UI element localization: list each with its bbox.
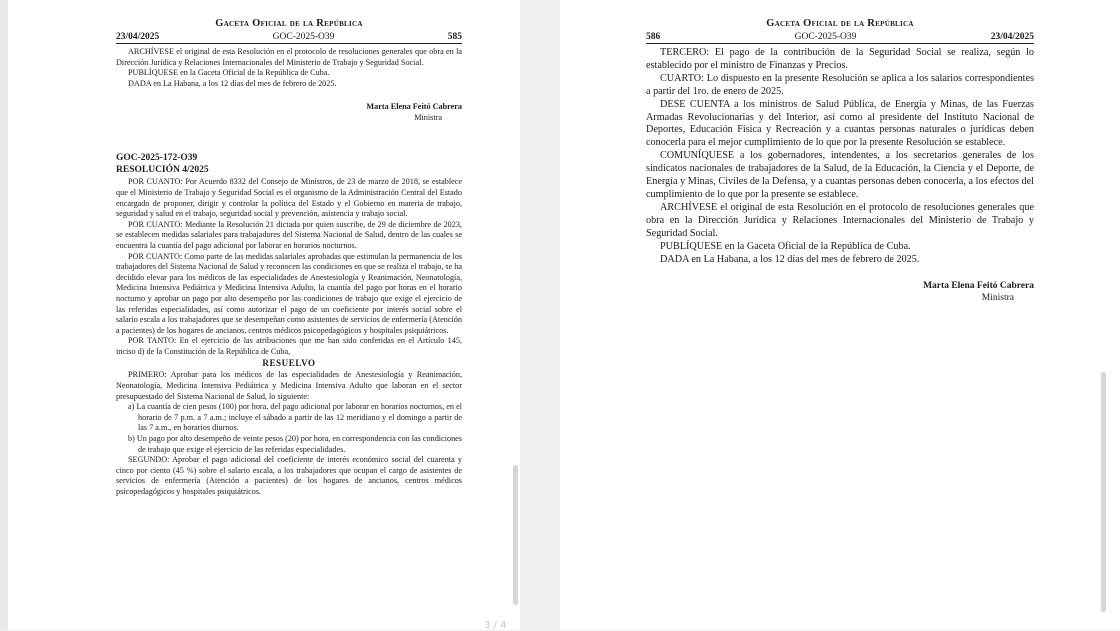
paragraph-dada: DADA en La Habana, a los 12 días del mes de febrero de 2025. (660, 253, 920, 265)
document-code: GOC-2025-172-O39 (116, 153, 198, 164)
document-page-left (8, 0, 520, 630)
gazette-title: Gaceta Oficial de la República (766, 18, 914, 29)
scrollbar-right[interactable] (1101, 372, 1106, 612)
paragraph-comuniquese: COMUNÍQUESE a los gobernadores, intendentes, a los secretarios generales de los sindicatos nacionales de trabajadores de la Salud, de la Educación, la Ciencia y el Deporte, de Energía y Minas, Civiles de la Defensa, y a cuantas personas deben conocerla, a los efectos del cumplimiento de lo que por la presente se establece. (646, 150, 1034, 200)
paragraph-archivese: ARCHÍVESE el original de esta Resolución en el protocolo de resoluciones generales que obra en la Dirección Jurídica y Relaciones Internacionales del Ministerio de Trabajo y Seguridad Social. (646, 201, 1034, 239)
item-b: b) Un pago por alto desempeño de veinte pesos (20) por hora, en correspondencia con las condiciones de trabajo que exige el ejercicio de las referidas especialidades. (128, 434, 462, 454)
viewer-gutter (0, 0, 8, 630)
signature-role: Ministra (414, 113, 442, 123)
running-header (116, 32, 462, 44)
article-tercero: TERCERO: El pago de la contribución de la Seguridad Social se realiza, según lo establecido por el ministro de Finanzas y Precios. (646, 47, 1034, 71)
resuelvo-heading: RESUELVO (262, 358, 316, 369)
running-header (646, 32, 1034, 44)
header-date: 23/04/2025 (990, 32, 1034, 42)
gazette-title: Gaceta Oficial de la República (215, 18, 363, 29)
header-page-number: 585 (447, 32, 462, 42)
article-primero: PRIMERO: Aprobar para los médicos de las especialidades de Anestesiología y Reanimación, Neonatología, Medicina Intensiva Pediátrica y Medicina Intensiva Adulto que laboran en el sector presupuestado del Sistema Nacional de Salud, lo siguiente: (116, 370, 462, 401)
header-page-number: 586 (646, 32, 661, 42)
header-issue: GOC-2025-O39 (794, 32, 857, 42)
paragraph-dada: DADA en La Habana, a los 12 días del mes de febrero de 2025. (128, 78, 337, 88)
signature-name: Marta Elena Feitó Cabrera (366, 102, 462, 112)
signature-block (646, 280, 1034, 304)
right-page-body (646, 47, 1034, 304)
item-a: a) La cuantía de cien pesos (100) por hora, del pago adicional por laborar en horarios nocturnos, en el horario de 7 p.m. a 7 a.m.; incluye el sábado a partir de las 12 meridiano y el domingo a partir de las 7 a.m., en horarios diurnos. (128, 402, 462, 433)
por-cuanto-2: POR CUANTO: Mediante la Resolución 21 dictada por quien suscribe, de 29 de diciembre de 2023, se establecen medidas salariales para trabajadores del Sistema Nacional de Salud, dentro de las cuales se encuentra la cuantía del pago adicional por laborar en horarios nocturnos. (116, 219, 462, 250)
por-cuanto-1: POR CUANTO: Por Acuerdo 8332 del Consejo de Ministros, de 23 de marzo de 2018, se establece que el Ministerio de Trabajo y Seguridad Social es el organismo de la Administración Central del Estado encargado de proponer, dirigir y controlar la política del Estado y el Gobierno en materia de trabajo, seguridad y salud en el trabajo, seguridad social y prevención, asistencia y trabajo social. (116, 177, 462, 219)
article-segundo: SEGUNDO: Aprobar el pago adicional del coeficiente de interés económico social del cuarenta y cinco por ciento (45 %) sobre el salario escala, a los trabajadores que ocupan el cargo de asistentes de servicios de enfermería (Atención a pacientes) de los hogares de ancianos, centros médicos psicopedagógicos y hospitales psiquiátricos. (116, 455, 462, 496)
signature-name: Marta Elena Feitó Cabrera (923, 281, 1034, 292)
header-issue: GOC-2025-O39 (272, 32, 335, 42)
signature-block (116, 101, 462, 123)
article-cuarto: CUARTO: Lo dispuesto en la presente Resolución se aplica a los salarios correspondientes a partir del 1ro. de enero de 2025. (646, 72, 1034, 97)
document-page-right (560, 0, 1120, 630)
page-indicator: 3 / 4 (484, 620, 507, 631)
left-page-body (116, 47, 462, 498)
paragraph-archivese: ARCHÍVESE el original de esta Resolución en el protocolo de resoluciones generales que obra en la Dirección Jurídica y Relaciones Internacionales del Ministerio de Trabajo y Seguridad Social. (116, 47, 462, 67)
header-date: 23/04/2025 (116, 32, 160, 42)
paragraph-publiquese: PUBLÍQUESE en la Gaceta Oficial de la República de Cuba. (660, 240, 911, 252)
resolution-number: RESOLUCIÓN 4/2025 (116, 165, 209, 176)
paragraph-dese-cuenta: DESE CUENTA a los ministros de Salud Pública, de Energía y Minas, de las Fuerzas Armadas Revolucionarias y del Interior, así como al presidente del Instituto Nacional de Deportes, Educación Física y Recreación y a cuantas personas naturales o jurídicas deben conocerla para el mejor cumplimiento de lo que por la presente Resolución se establece. (646, 98, 1034, 149)
signature-role: Ministra (981, 293, 1014, 304)
paragraph-publiquese: PUBLÍQUESE en la Gaceta Oficial de la República de Cuba. (128, 68, 330, 78)
por-cuanto-3: POR CUANTO: Como parte de las medidas salariales aprobadas que estimulan la permanencia de los trabajadores del Sistema Nacional de Salud y reconocen las condiciones en que se realiza el trabajo, se ha decidido elevar para los médicos de las especialidades de Anestesiología y Reanimación, Neonatología, Medicina Intensiva Pediátrica y Medicina Intensiva Adulto, la cuantía del pago por horas en el horario nocturno y aprobar un pago por alto desempeño por las condiciones de trabajo que exige el ejercicio de las referidas especialidades, así como autorizar el pago de un coeficiente por interés social sobre el salario escala a los trabajadores que se desempeñan como asistentes de servicios de enfermería (Atención a pacientes) de los hogares de ancianos, centros médicos psicopedagógicos y hospitales psiquiátricos. (116, 251, 463, 335)
page-gap (520, 0, 560, 630)
scrollbar-left[interactable] (513, 465, 518, 605)
por-tanto: POR TANTO: En el ejercicio de las atribuciones que me han sido conferidas en el Artículo 145, inciso d) de la Constitución de la República de Cuba, (116, 336, 462, 356)
